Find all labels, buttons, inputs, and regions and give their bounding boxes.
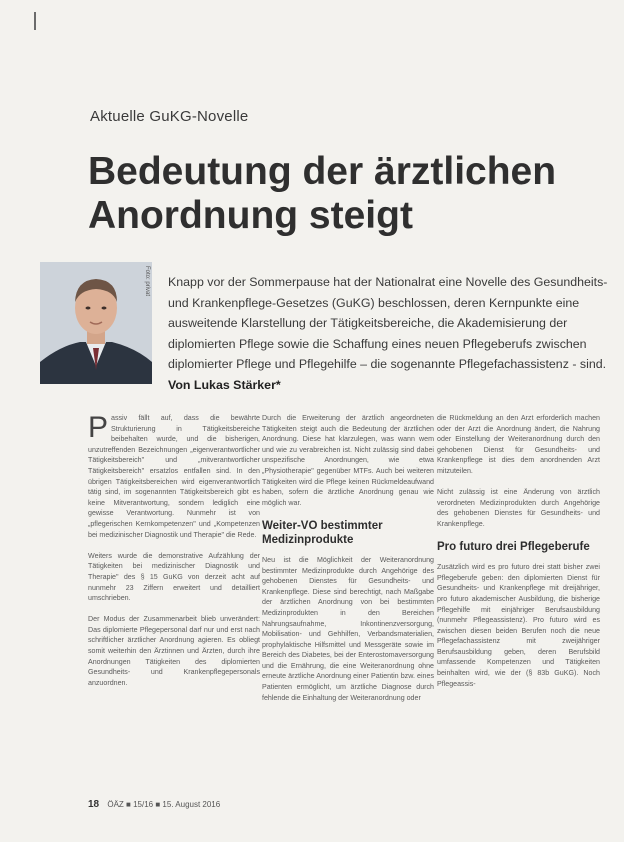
issue-info: ÖÄZ ■ 15/16 ■ 15. August 2016 [107,800,221,809]
text-column-1 [88,413,260,699]
text-column-2 [262,413,434,714]
author-photo [40,262,152,384]
col1-paragraph-2: Weiters wurde die demonstrative Aufzählung der Tätigkeiten bei medizinischer Diagnostik und Therapie" des § 15 GuKG von derzeit acht auf nunmehr 23 Ziffern erweitert und detailliert umschrieben. [88,551,260,603]
page-footer [88,799,220,810]
scan-edge-mark [34,12,36,30]
author-byline: Von Lukas Stärker* [168,377,281,392]
col1-paragraph-1-text: assiv fällt auf, dass die bewährte Strukturierung in Tätigkeitsbereiche beibehalten wurde, und die bisherigen, unzutreffenden Bezeichnungen „eigenverantwortlicher Tätigkeitsbereich" und „mitverantwortlicher Tätigkeitsbereich" ersatzlos entfallen sind. In den übrigen Tätigkeitsbereichen wird eigenverantwortlich tätig sind, im sogenannten Tätigkeitsbereich gibt es keine Mitverantwortung, sondern lediglich eine gewisse Verantwortung. Nunmehr ist von „pflegerischen Kernkompetenzen" und „Kompetenzen bei medizinischer Diagnostik und Therapie" die Rede. [88,414,260,539]
section-heading-weiter-vo: Weiter-VO bestimmter Medizinprodukte [262,519,383,546]
col3-paragraph-1: die Rückmeldung an den Arzt erforderlich machen oder der Arzt die Anordnung ändert, die Nahrung oder Einstellung der Weiteranordnung durch den gehobenen Dienst für Gesundheits- und Krankenpflege ist dies dem anordnenden Arzt mitzuteilen. [437,414,600,475]
author-portrait-image [40,262,152,384]
article-kicker: Aktuelle GuKG-Novelle [90,108,249,125]
text-column-3 [437,413,600,700]
col2-paragraph-2: Neu ist die Möglichkeit der Weiteranordnung bestimmter Medizinprodukte durch Angehörige des gehobenen Dienstes für Gesundheits- und Krankenpflege. Diese sind berechtigt, nach Maßgabe der ärztlichen Anordnung von bei bestimmten Medizinprodukten in den Bereichen Nahrungsaufnahme, Inkontinenzversorgung, Mobilisation- und Gehhilfen, Verbandsmaterialien, prophylaktische Hilfsmittel und Messgeräte sowie im Bereich des Diabetes, bei der Enterostomaversorgung und die Ernährung, die eine Weiteranordnung ohne erneute ärztliche Anordnung einer Patientin bzw. eines Patienten ermöglicht, um ärztliche Diagnose durch fehlende die Einhaltung der Weiteranordnung oder [262,555,434,702]
lead-text: Knapp vor der Sommerpause hat der Nationalrat eine Novelle des Gesundheits- und Krankenpflege-Gesetzes (GuKG) beschlossen, deren Kernpunkte eine ausweitende Klarstellung der Tätigkeitsbereiche, die Akademisierung der diplomierten Pflege sowie die Schaffung eines neuen Pflegeberufs zwischen diplomierter Pflege und Pflegehilfe – die sogenannte Pflegefachassistenz - sind. [168,275,608,372]
article-title: Bedeutung der ärztlichen Anordnung steigt [88,150,557,237]
page-number: 18 [88,799,100,810]
col3-paragraph-3: Zusätzlich wird es pro futuro drei statt bisher zwei Pflegeberufe geben: den diplomierten Dienst für Gesundheits- und Krankenpflege mit dreijähriger, pro futuro akademischer Ausbildung, die bisherige Pflegehilfe mit einjähriger Berufsausbildung (nunmehr Pflegeassistenz). Pro futuro wird es zwischen diesen beiden Berufen noch die neue Pflegefachassistenz mit zweijähriger Berufsausbildung geben, deren Berufsbild umfassende Kompetenzen und Tätigkeiten beinhalten wird, wie der (§ 83b GuKG). Noch Pflegeassis- [437,563,600,688]
photo-credit: Foto: privat [144,266,150,297]
col3-paragraph-2: Nicht zulässig ist eine Änderung von ärztlich verordneten Medizinprodukten durch Angehörige des gehobenen Dienstes für Gesundheits- und Krankenpflege. [437,488,600,528]
col1-paragraph-3: Der Modus der Zusammenarbeit blieb unverändert: Das diplomierte Pflegepersonal darf nur und erst nach schriftlicher ärztlicher Anordnung agieren. Es obliegt somit weiterhin den Ärztinnen und Ärzten, durch ihre Anordnungen Tätigkeiten des diplomierten Gesundheits- und Krankenpflegepersonals anzuordnen. [88,615,260,687]
drop-cap: P [88,411,109,444]
col1-paragraph-1 [88,413,260,540]
col2-paragraph-1: Durch die Erweiterung der ärztlich angeordneten Tätigkeiten steigt auch die Bedeutung der ärztlichen Anordnung. Diese hat klarzulegen, was wann wem und wie zu verabreichen ist. Nicht zulässig sind dabei unspezifische Anordnungen, wie etwa „Physiotherapie" gegenüber MTFs. Auch bei weiteren Tätigkeiten wird die Pflege keinen Rückmeldeaufwand haben, sofern die ärztliche Anordnung genau wie möglich war. [262,414,434,507]
article-lead [168,272,608,396]
section-heading-pro-futuro: Pro futuro drei Pflegeberufe [437,541,590,554]
